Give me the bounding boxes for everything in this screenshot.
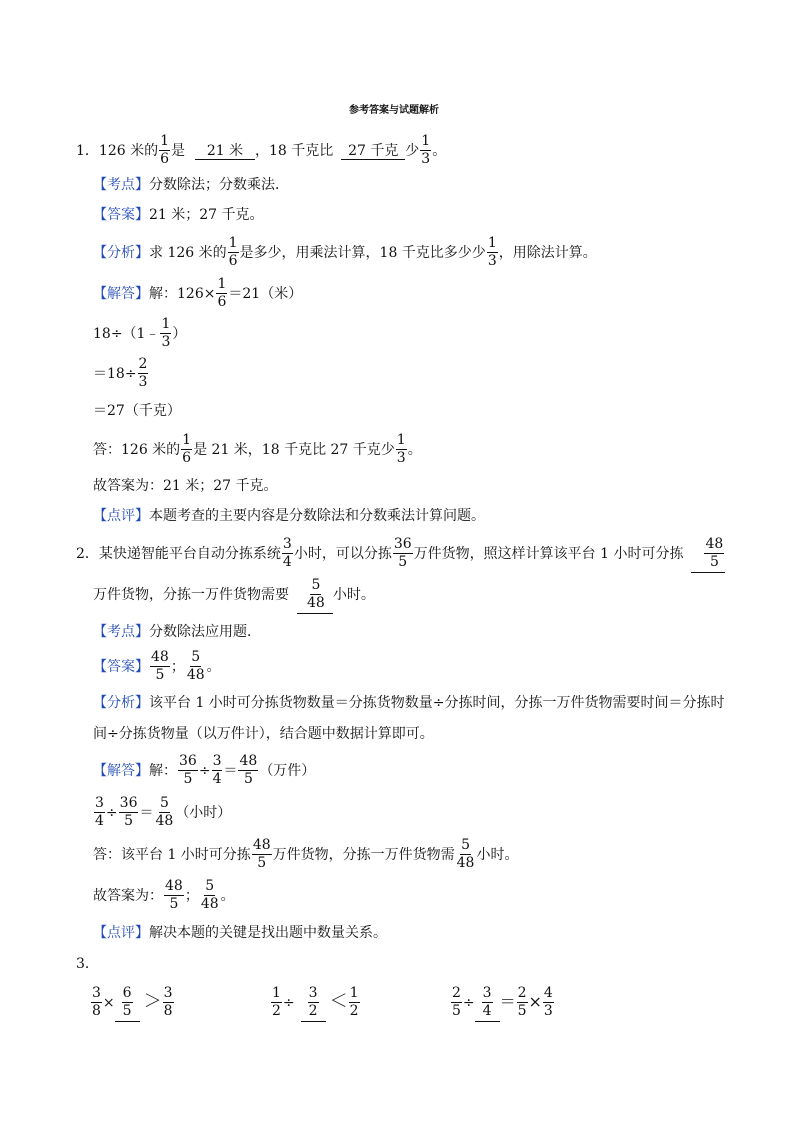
q2-comment: 【点评】解决本题的关键是找出题中数量关系。 <box>93 925 387 941</box>
answer-blank-3 <box>691 537 725 573</box>
q2-analysis-line-2: 间÷分拣货物量（以万件计），结合题中数据计算即可。 <box>93 726 434 742</box>
fraction: $\frac{2}{5}$ <box>517 985 527 1020</box>
q2-step-1: $\frac{3}{4}$ ÷ $\frac{36}{5}$ ＝ $\frac{5}{48}$ （小时） <box>95 795 232 830</box>
q1-reply: 答：126 米的 $\frac{1}{6}$ 是 21 米，18 千克比 27 千克少 $\frac{1}{3}$ 。 <box>93 432 422 467</box>
q2-number: 2． <box>76 545 99 562</box>
q1-step-1: 18÷（1﹣ $\frac{1}{3}$ ） <box>93 316 187 351</box>
fraction: $\frac{5}{48}$ <box>155 795 174 830</box>
page-title: 参考答案与试题解析 <box>349 105 439 116</box>
fraction: $\frac{1}{2}$ <box>349 985 359 1020</box>
q1-stem: 1．126 米的 $\frac{1}{6}$ 是 21 米 ，18 千克比 27 千克 少 $\frac{1}{3}$ 。 <box>76 133 447 168</box>
fraction: $\frac{48}{5}$ <box>239 753 258 788</box>
answer-blank-6 <box>301 986 326 1022</box>
fraction: $\frac{2}{5}$ <box>452 985 461 1020</box>
fraction: $\frac{3}{4}$ <box>482 985 492 1020</box>
q1-kaodian: 【考点】分数除法；分数乘法． <box>93 177 289 193</box>
fraction: $\frac{48}{5}$ <box>151 649 169 684</box>
q2-stem-line-2: 万件货物，分拣一万件货物需要 $\frac{5}{48}$ 小时。 <box>93 578 375 614</box>
fraction: $\frac{1}{6}$ <box>160 133 170 168</box>
fraction: $\frac{3}{8}$ <box>92 985 101 1020</box>
fraction: $\frac{2}{3}$ <box>138 356 148 391</box>
section-tag: 【考点】 <box>93 624 149 640</box>
fraction: $\frac{48}{5}$ <box>252 837 271 872</box>
section-tag: 【考点】 <box>93 177 149 193</box>
q2-stem-line-1: 2．某快递智能平台自动分拣系统 $\frac{3}{4}$ 小时，可以分拣 $\frac{36}{5}$ 万件货物，照这样计算该平台 1 小时可分拣 $\frac{48}{5}$ <box>76 537 725 573</box>
q1-solution: 【解答】解：126× $\frac{1}{6}$ ＝21（米） <box>93 276 303 311</box>
fraction: $\frac{3}{2}$ <box>308 985 318 1020</box>
fraction: $\frac{5}{48}$ <box>186 649 205 684</box>
q1-answer: 【答案】21 米；27 千克。 <box>93 207 264 223</box>
section-tag: 【答案】 <box>93 207 149 223</box>
fraction: $\frac{5}{48}$ <box>456 837 475 872</box>
fraction: $\frac{1}{6}$ <box>182 432 192 467</box>
fraction: $\frac{36}{5}$ <box>179 753 197 788</box>
q1-number: 1． <box>76 142 99 159</box>
q1-final: 故答案为：21 米；27 千克。 <box>93 478 278 494</box>
fraction: $\frac{5}{48}$ <box>200 878 219 913</box>
fraction: $\frac{1}{6}$ <box>228 235 238 270</box>
answer-blank-2: 27 千克 <box>341 144 405 160</box>
fraction: $\frac{1}{2}$ <box>272 985 281 1020</box>
fraction: $\frac{1}{6}$ <box>217 276 227 311</box>
fraction: $\frac{1}{3}$ <box>487 235 497 270</box>
fraction: $\frac{3}{4}$ <box>95 795 104 830</box>
fraction: $\frac{36}{5}$ <box>119 795 138 830</box>
fraction: $\frac{1}{3}$ <box>396 432 406 467</box>
q1-step-3: ＝27（千克） <box>93 403 181 419</box>
fraction: $\frac{3}{4}$ <box>212 753 222 788</box>
section-tag: 【答案】 <box>93 658 149 675</box>
section-tag: 【解答】 <box>93 285 149 302</box>
section-tag: 【解答】 <box>93 762 149 779</box>
answer-blank-5 <box>115 986 140 1022</box>
section-tag: 【点评】 <box>93 925 149 941</box>
q1-analysis: 【分析】求 126 米的 $\frac{1}{6}$ 是多少，用乘法计算，18 千克比多少少 $\frac{1}{3}$ ，用除法计算。 <box>93 235 597 270</box>
section-tag: 【点评】 <box>93 508 149 524</box>
fraction: $\frac{5}{48}$ <box>307 577 325 612</box>
q2-final: 故答案为： $\frac{48}{5}$ ； $\frac{5}{48}$ 。 <box>93 878 235 913</box>
q3-expression-2: $\frac{1}{2}$ ÷ $\frac{3}{2}$ ＜ $\frac{1}{2}$ <box>270 986 361 1022</box>
fraction: $\frac{48}{5}$ <box>705 536 724 571</box>
q1-step-2: ＝18÷ $\frac{2}{3}$ <box>93 356 148 391</box>
fraction: $\frac{1}{3}$ <box>421 133 431 168</box>
answer-blank-4 <box>297 578 333 614</box>
q2-answer: 【答案】 $\frac{48}{5}$ ； $\frac{5}{48}$ 。 <box>93 649 221 684</box>
q2-solution: 【解答】解： $\frac{36}{5}$ ÷ $\frac{3}{4}$ ＝ $\frac{48}{5}$ （万件） <box>93 753 316 788</box>
fraction: $\frac{3}{4}$ <box>282 536 292 571</box>
q3-expression-3: $\frac{2}{5}$ ÷ $\frac{3}{4}$ ＝ $\frac{2}{5}$ × $\frac{4}{3}$ <box>450 986 555 1022</box>
fraction: $\frac{36}{5}$ <box>393 536 412 571</box>
q3-expression-1: $\frac{3}{8}$ × $\frac{6}{5}$ ＞ $\frac{3}{8}$ <box>90 986 175 1022</box>
q2-reply: 答：该平台 1 小时可分拣 $\frac{48}{5}$ 万件货物，分拣一万件货物需 $\frac{5}{48}$ 小时。 <box>93 837 519 872</box>
q1-comment: 【点评】本题考查的主要内容是分数除法和分数乘法计算问题。 <box>93 508 485 524</box>
answer-blank-1: 21 米 <box>195 144 255 160</box>
answer-blank-7 <box>475 986 500 1022</box>
section-tag: 【分析】 <box>93 695 149 711</box>
q2-analysis-line-1: 【分析】该平台 1 小时可分拣货物数量＝分拣货物数量÷分拣时间，分拣一万件货物需要时间＝分拣时 <box>93 695 725 711</box>
fraction: $\frac{4}{3}$ <box>543 985 553 1020</box>
fraction: $\frac{1}{3}$ <box>161 316 171 351</box>
q3-number: 3． <box>76 956 99 972</box>
fraction: $\frac{6}{5}$ <box>122 985 132 1020</box>
fraction: $\frac{48}{5}$ <box>165 878 183 913</box>
q2-kaodian: 【考点】分数除法应用题． <box>93 624 261 640</box>
section-tag: 【分析】 <box>93 244 149 261</box>
fraction: $\frac{3}{8}$ <box>163 985 173 1020</box>
